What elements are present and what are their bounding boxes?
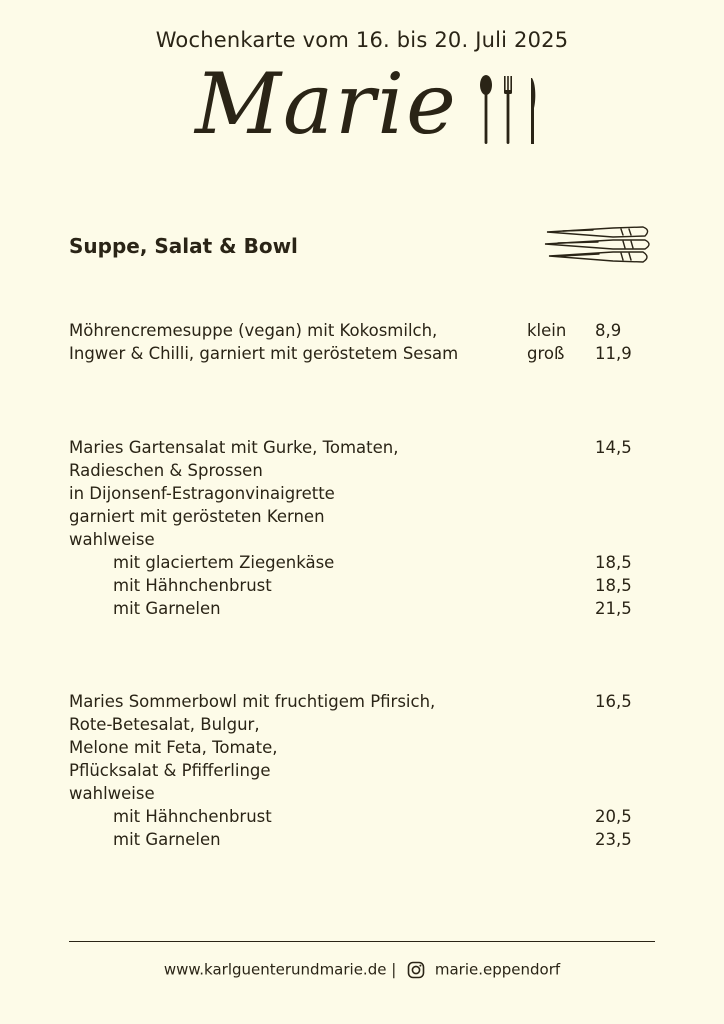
- salad-option-price: 21,5: [595, 599, 632, 618]
- menu-date-heading: Wochenkarte vom 16. bis 20. Juli 2025: [155, 28, 569, 52]
- salad-option-label: mit Garnelen: [113, 599, 221, 618]
- salad-line-3: in Dijonsenf-Estragonvinaigrette: [69, 484, 335, 503]
- footer-separator: |: [391, 960, 397, 979]
- soup-size-large: groß: [527, 344, 565, 363]
- footer-divider: [69, 941, 655, 942]
- salad-line-2: Radieschen & Sprossen: [69, 461, 263, 480]
- restaurant-logo: Marie: [195, 55, 458, 153]
- footer: [0, 960, 724, 979]
- salad-line-4: garniert mit gerösteten Kernen: [69, 507, 325, 526]
- soup-line-2: Ingwer & Chilli, garniert mit geröstetem Sesam: [69, 344, 459, 363]
- bowl-option-price: 20,5: [595, 807, 632, 826]
- instagram-icon: [407, 961, 425, 979]
- soup-price-large: 11,9: [595, 344, 632, 363]
- soup-size-small: klein: [527, 321, 567, 340]
- soup-price-small: 8,9: [595, 321, 622, 340]
- bowl-option-price: 23,5: [595, 830, 632, 849]
- bowl-line-5: wahlweise: [69, 784, 155, 803]
- soup-line-1: Möhrencremesuppe (vegan) mit Kokosmilch,: [69, 321, 438, 340]
- salad-option-label: mit Hähnchenbrust: [113, 576, 272, 595]
- salad-option-label: mit glaciertem Ziegenkäse: [113, 553, 335, 572]
- bowl-line-3: Melone mit Feta, Tomate,: [69, 738, 278, 757]
- salad-line-1: Maries Gartensalat mit Gurke, Tomaten,: [69, 438, 399, 457]
- bowl-option-label: mit Garnelen: [113, 830, 221, 849]
- salad-option-price: 18,5: [595, 576, 632, 595]
- bowl-price: 16,5: [595, 692, 632, 711]
- section-title: Suppe, Salat & Bowl: [69, 234, 298, 258]
- bowl-line-4: Pflücksalat & Pfifferlinge: [69, 761, 271, 780]
- instagram-handle[interactable]: marie.eppendorf: [434, 960, 561, 979]
- carrots-icon: [543, 222, 653, 268]
- salad-price: 14,5: [595, 438, 632, 457]
- bowl-line-1: Maries Sommerbowl mit fruchtigem Pfirsich,: [69, 692, 436, 711]
- salad-line-5: wahlweise: [69, 530, 155, 549]
- cutlery-icon: [474, 74, 544, 146]
- bowl-option-label: mit Hähnchenbrust: [113, 807, 272, 826]
- salad-option-price: 18,5: [595, 553, 632, 572]
- website-link[interactable]: www.karlguenterundmarie.de: [163, 960, 387, 979]
- bowl-line-2: Rote-Betesalat, Bulgur,: [69, 715, 260, 734]
